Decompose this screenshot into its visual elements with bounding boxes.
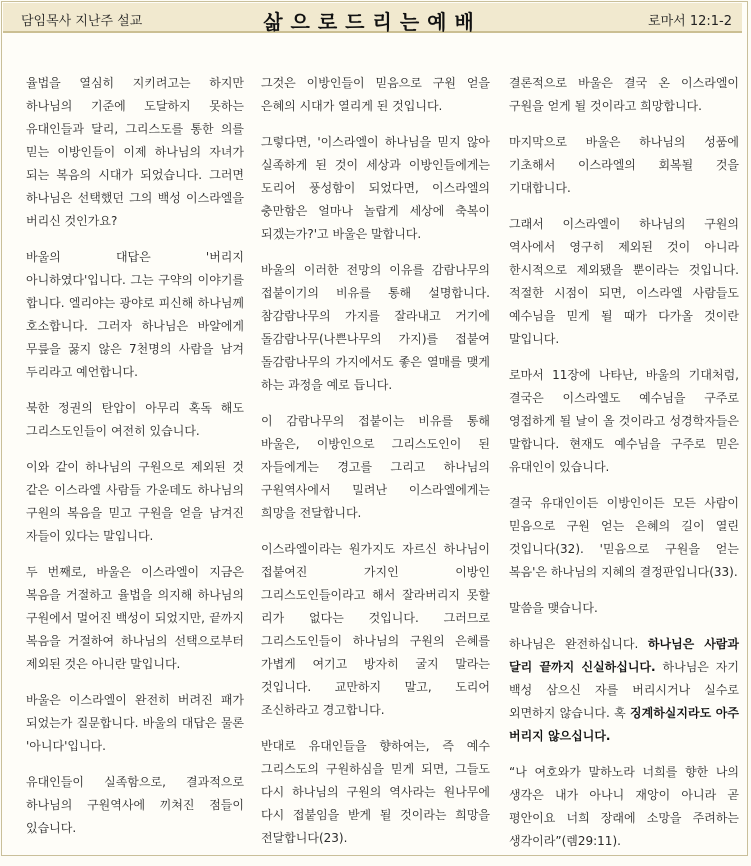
column-2 xyxy=(261,72,490,863)
column-1 xyxy=(26,72,244,853)
paragraph: 결론적으로 바울은 결국 온 이스라엘이 구원을 얻게 될 것이라고 희망합니다. xyxy=(509,76,739,113)
paragraph: 율법을 열심히 지키려고는 하지만 하나님의 기준에 도달하지 못하는 유대인들과 달리, 그리스도를 통한 의를 믿는 이방인들이 이제 하나님의 자녀가 되는 복음의 시대가 되었습니다. 그러면 하나님은 선택했던 그의 백성 이스라엘을 버리신 것인가요? xyxy=(26,76,244,228)
paragraph: 유대인들이 실족함으로, 결과적으로 하나님의 구원역사에 끼쳐진 점들이 있습니다. xyxy=(26,775,244,835)
scripture-reference: 로마서 12:1-2 xyxy=(648,14,732,29)
text-bold: 하나님은 사람과 달리 끝까지 신실하십니다. xyxy=(509,637,739,674)
paragraph: 북한 정권의 탄압이 아무리 혹독 해도 그리스도인들이 여전히 있습니다. xyxy=(26,401,244,438)
page-title: 삶으로드리는예배 xyxy=(263,10,482,34)
text-normal: 하나님은 완전하십니다. xyxy=(509,637,639,651)
paragraph: 이와 같이 하나님의 구원으로 제외된 것 같은 이스라엘 사람들 가운데도 하나님의 구원의 복음을 믿고 구원을 얻을 남겨진 자들이 있다는 말입니다. xyxy=(26,460,244,543)
paragraph: 바울의 이러한 전망의 이유를 감람나무의 접붙이기의 비유를 통해 설명합니다. 참감람나무의 가지를 잘라내고 거기에 돌감람나무(나쁜나무의 가지)를 접붙여 돌감람나무의 가지에서도 좋은 열매를 맺게 하는 과정을 예로 듭니다. xyxy=(261,263,490,392)
text-normal: 하나님은 자기 백성 삼으신 자를 버리시거나 실수로 외면하지 않습니다. 혹 xyxy=(509,660,739,720)
paragraph: 바울은 이스라엘이 완전히 버려진 패가 되었는가 질문합니다. 바울의 대답은 물론 '아니다'입니다. xyxy=(26,693,244,753)
paragraph: 이 감람나무의 접붙이는 비유를 통해 바울은, 이방인으로 그리스도인이 된 자들에게는 경고를 그리고 하나님의 구원역사에서 밀려난 이스라엘에게는 희망을 전달합니다. xyxy=(261,414,490,520)
paragraph: 결국 유대인이든 이방인이든 모든 사람이 믿음으로 구원 얻는 은혜의 길이 열린 것입니다(32). '믿음으로 구원을 얻는 복음'은 하나님의 지혜의 결정판입니다(33). xyxy=(509,496,739,579)
sermon-category: 담임목사 지난주 설교 xyxy=(21,14,143,29)
column-3 xyxy=(509,72,739,866)
paragraph: 그래서 이스라엘이 하나님의 구원의 역사에서 영구히 제외된 것이 아니라 한시적으로 제외됐을 뿐이라는 것입니다. 적절한 시점이 되면, 이스라엘 사람들도 예수님을 믿게 될 때가 다가올 것이란 말입니다. xyxy=(509,217,739,346)
text-bold: 징계하실지라도 아주 버리지 않으십니다. xyxy=(509,706,739,743)
emphasis-paragraph xyxy=(509,633,739,748)
paragraph: 그렇다면, '이스라엘이 하나님을 믿지 않아 실족하게 된 것이 세상과 이방인들에게는 도리어 풍성함이 되었다면, 이스라엘의 충만함은 얼마나 놀랍게 세상에 축복이 되겠는가?'고 바울은 말합니다. xyxy=(261,135,490,241)
paragraph: 바울의 대답은 '버리지 아니하였다'입니다. 그는 구약의 이야기를 합니다. 엘리야는 광야로 피신해 하나님께 호소합니다. 그러자 하나님은 바알에게 무릎을 꿇지 않은 7천명의 사람을 남겨 두리라고 예언합니다. xyxy=(26,250,244,379)
paragraph: 로마서 11장에 나타난, 바울의 기대처럼, 결국은 이스라엘도 예수님을 구주로 영접하게 될 날이 올 것이라고 성경학자들은 말합니다. 현재도 예수님을 구주로 믿은 유대인이 있습니다. xyxy=(509,368,739,474)
paragraph: 마지막으로 바울은 하나님의 성품에 기초해서 이스라엘의 회복될 것을 기대합니다. xyxy=(509,135,739,195)
paragraph: 두 번째로, 바울은 이스라엘이 지금은 복음을 거절하고 율법을 의지해 하나님의 구원에서 멀어진 백성이 되었지만, 끝까지 복음을 거절하여 하나님의 선택으로부터 제외된 것은 아니란 말입니다. xyxy=(26,565,244,671)
paragraph: 이스라엘이라는 원가지도 자르신 하나님이 접붙여진 가지인 이방인 그리스도인들이라고 해서 잘라버리지 못할 리가 없다는 것입니다. 그러므로 그리스도인들이 하나님의 구원의 은혜를 가볍게 여기고 방자히 굴지 말라는 것입니다. 교만하지 말고, 도리어 조신하라고 경고합니다. xyxy=(261,542,490,717)
paragraph: 말씀을 맺습니다. xyxy=(509,601,598,615)
header-bar xyxy=(3,3,742,33)
paragraph: 반대로 유대인들을 향하여는, 즉 예수 그리스도의 구원하심을 믿게 되면, 그들도 다시 하나님의 구원의 역사라는 원나무에 다시 접붙임을 받게 될 것이라는 희망을 전달합니다(23). xyxy=(261,739,490,845)
scripture-quote: “나 여호와가 말하노라 너희를 향한 나의 생각은 내가 아나니 재앙이 아니라 곧 평안이요 너희 장래에 소망을 주려하는 생각이라”(렘29:11). xyxy=(509,765,739,848)
paragraph: 그것은 이방인들이 믿음으로 구원 얻을 은혜의 시대가 열리게 된 것입니다. xyxy=(261,76,490,113)
